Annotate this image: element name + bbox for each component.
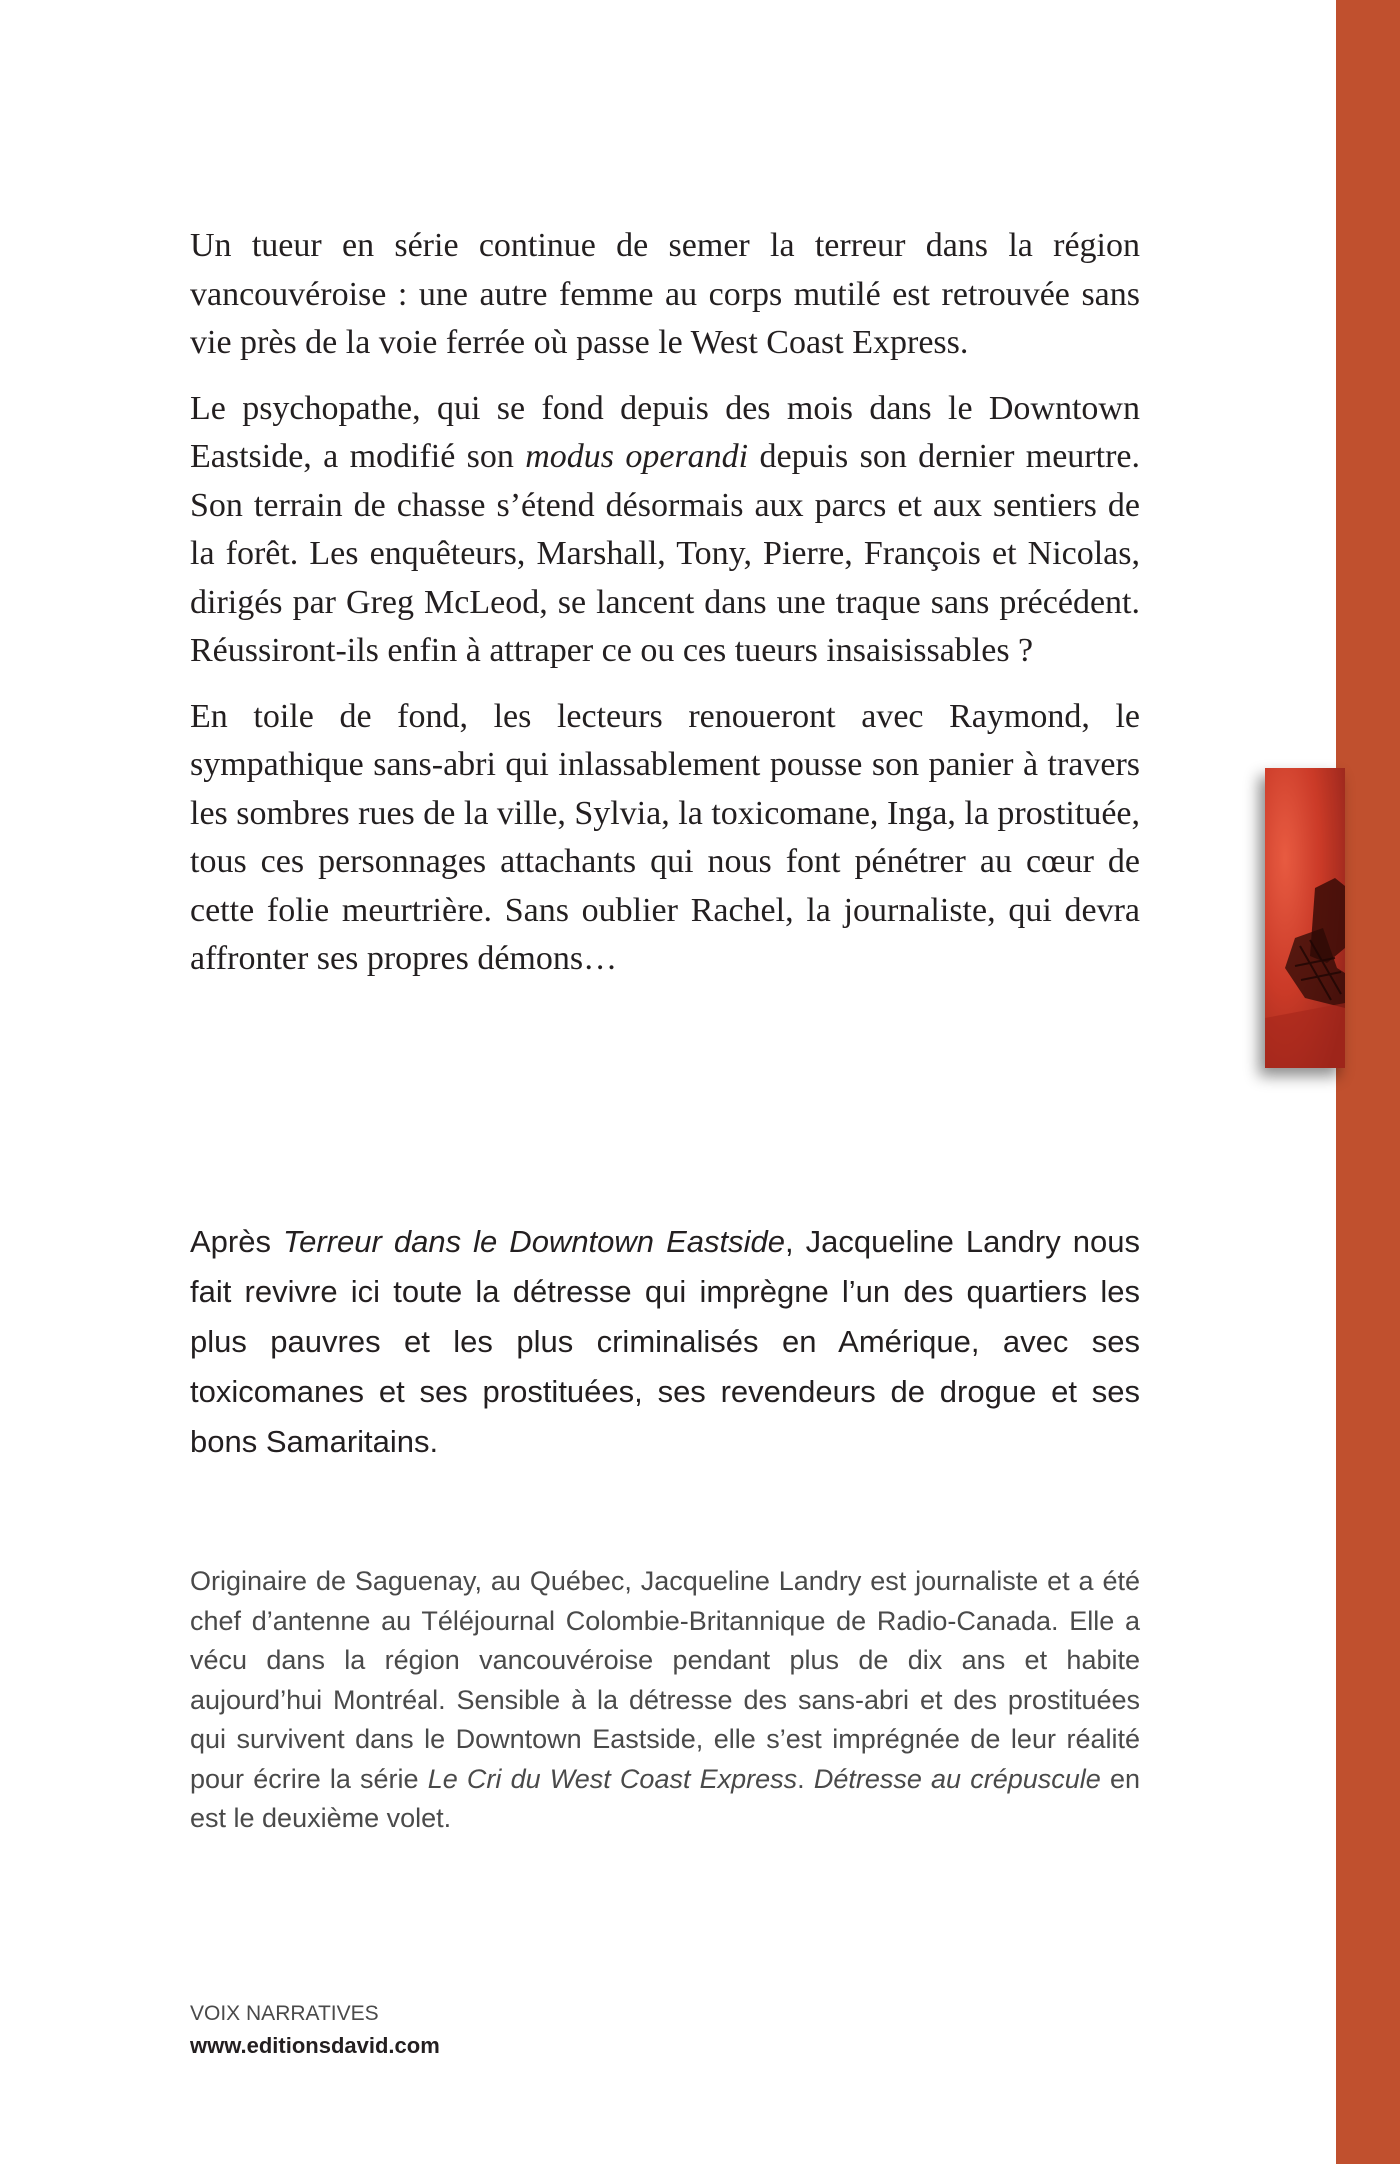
blurb-paragraph: Après Terreur dans le Downtown Eastside, Jacqueline Landry nous fait revivre ici toute la détresse qui imprègne l’un des quartiers les plus pauvres et les plus criminalisés en Amérique, avec ses toxicomanes et ses prostituées, ses revendeurs de drogue et ses bons Samaritains.: [190, 1224, 1140, 1459]
modus-operandi-italic: modus operandi: [525, 438, 749, 475]
author-bio: [190, 1562, 1140, 1839]
cover-photo-image: [1265, 768, 1345, 1068]
series-title-italic: Le Cri du West Coast Express: [427, 1763, 798, 1794]
synopsis-paragraph-1: Un tueur en série continue de semer la terreur dans la région vancouvéroise : une autre femme au corps mutilé est retrouvée sans vie près de la voie ferrée où passe le West Coast Express.: [190, 227, 1140, 361]
cover-spine-band: [1336, 0, 1400, 2164]
cover-photo-tab: [1265, 768, 1345, 1068]
synopsis-paragraph-2: Le psychopathe, qui se fond depuis des mois dans le Downtown Eastside, a modifié son modus operandi depuis son dernier meurtre. Son terrain de chasse s’étend désormais aux parcs et aux sentiers de la forêt. Les enquêteurs, Marshall, Tony, Pierre, François et Nicolas, dirigés par Greg McLeod, se lancent dans une traque sans précédent. Réussiront-ils enfin à attraper ce ou ces tueurs insaisissables ?: [190, 389, 1140, 669]
synopsis-paragraph-3: En toile de fond, les lecteurs renoueront avec Raymond, le sympathique sans-abri qui inlassablement pousse son panier à travers les sombres rues de la ville, Sylvia, la toxicomane, Inga, la prostituée, tous ces personnages attachants qui nous font pénétrer au cœur de cette folie meurtrière. Sans oublier Rachel, la journaliste, qui devra affronter ses propres démons…: [190, 697, 1140, 977]
book-title-italic: Détresse au crépuscule: [813, 1763, 1101, 1794]
publisher-website-link[interactable]: www.editionsdavid.com: [190, 2033, 440, 2058]
publisher-blurb: [190, 1217, 1140, 1467]
synopsis: [190, 222, 1140, 1001]
bio-paragraph: Originaire de Saguenay, au Québec, Jacqueline Landry est journaliste et a été chef d’antenne au Téléjournal Colombie-Britannique de Radio-Canada. Elle a vécu dans la région vancouvéroise pendant plus de dix ans et habite aujourd’hui Montréal. Sensible à la détresse des sans-abri et des prostituées qui survivent dans le Downtown Eastside, elle s’est imprégnée de leur réalité pour écrire la série Le Cri du West Coast Express. Détresse au crépuscule en est le deuxième volet.: [190, 1566, 1140, 1833]
previous-title-italic: Terreur dans le Downtown Eastside: [283, 1224, 785, 1259]
collection-name: VOIX NARRATIVES: [190, 2002, 379, 2025]
